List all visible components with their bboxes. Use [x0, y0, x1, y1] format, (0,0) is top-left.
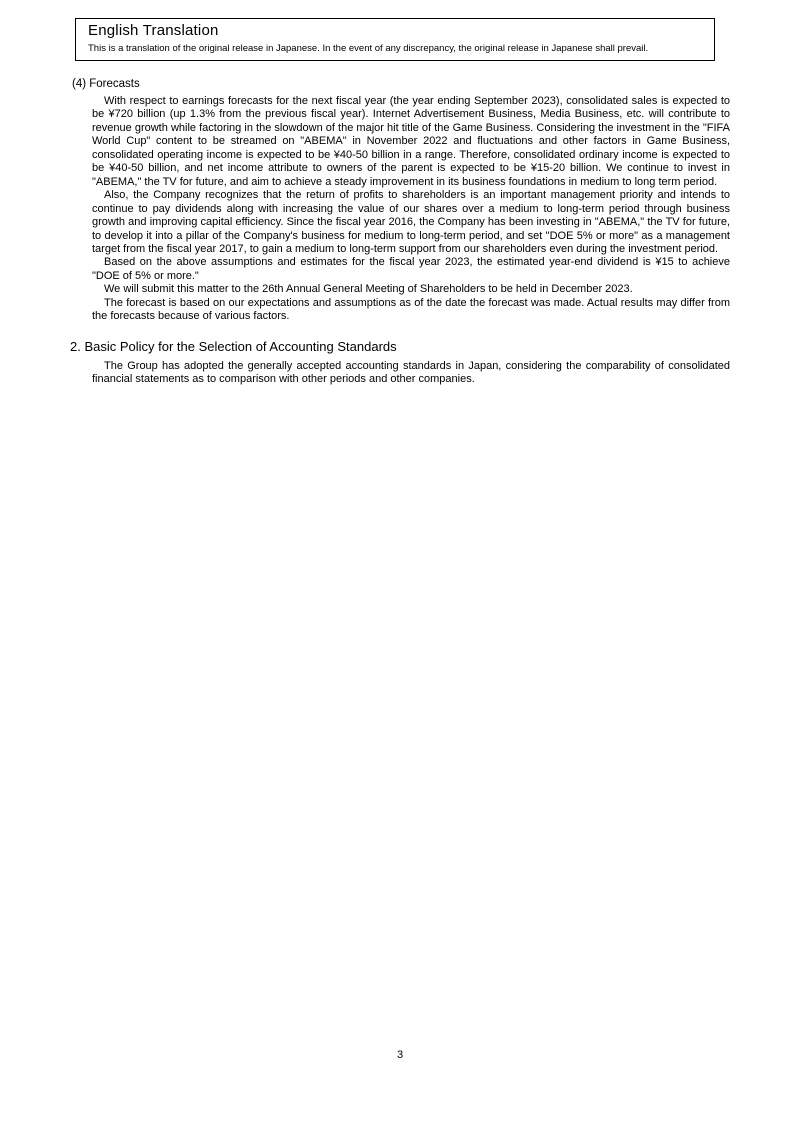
forecasts-text: [92, 95, 730, 324]
section-forecasts: [72, 77, 730, 324]
accounting-policy-text: [92, 360, 730, 387]
forecasts-paragraph: Also, the Company recognizes that the return of profits to shareholders is an important management priority and intends to continue to pay dividends along with increasing the value of our shares over a medium to long-term period through business growth and improving capital efficiency. Since the fiscal year 2016, the Company has been investing in "ABEMA," the TV for future, to develop it into a pillar of the Company's business for medium to long-term period, and set "DOE 5% or more" as a management target from the fiscal year 2017, to gain a medium to long-term support from our shareholders even during the investment period.: [92, 189, 730, 255]
forecasts-paragraph: With respect to earnings forecasts for the next fiscal year (the year ending September 2023), consolidated sales is expected to be ¥720 billion (up 1.3% from the previous fiscal year). Internet Advertisement Business, Media Business, etc. will contribute to revenue growth while factoring in the slowdown of the major hit title of the Game Business. Considering the investment in the "FIFA World Cup" content to be streamed on "ABEMA" in November 2022 and fluctuations and other factors in Game Business, consolidated operating income is expected to be ¥40-50 billion in a range. Therefore, consolidated ordinary income is expected to be ¥40-50 billion, and net income attribute to owners of the parent is expected to be ¥15-20 billion. We continue to invest in "ABEMA," the TV for future, and aim to achieve a steady improvement in its business foundations in medium to long term period.: [92, 95, 730, 188]
translation-notice-title: English Translation: [88, 22, 219, 39]
section-accounting-policy: [72, 339, 730, 387]
translation-notice-box: [75, 18, 715, 61]
forecasts-paragraph: We will submit this matter to the 26th Annual General Meeting of Shareholders to be held in December 2023.: [104, 283, 633, 296]
page-footer: [0, 1049, 800, 1061]
forecasts-paragraph: The forecast is based on our expectations and assumptions as of the date the forecast was made. Actual results may differ from the forecasts because of various factors.: [92, 296, 730, 323]
forecasts-paragraph: Based on the above assumptions and estimates for the fiscal year 2023, the estimated year-end dividend is ¥15 to achieve "DOE of 5% or more.": [92, 256, 730, 282]
accounting-policy-paragraph: The Group has adopted the generally accepted accounting standards in Japan, considering the comparability of consolidated financial statements as to comparison with other periods and other companies.: [92, 359, 730, 386]
accounting-policy-heading: 2. Basic Policy for the Selection of Accounting Standards: [70, 338, 397, 354]
document-body: [72, 77, 730, 387]
translation-notice-text: This is a translation of the original release in Japanese. In the event of any discrepancy, the original release in Japanese shall prevail.: [88, 43, 649, 54]
forecasts-heading: (4) Forecasts: [72, 78, 140, 90]
page-number: 3: [396, 1049, 404, 1061]
